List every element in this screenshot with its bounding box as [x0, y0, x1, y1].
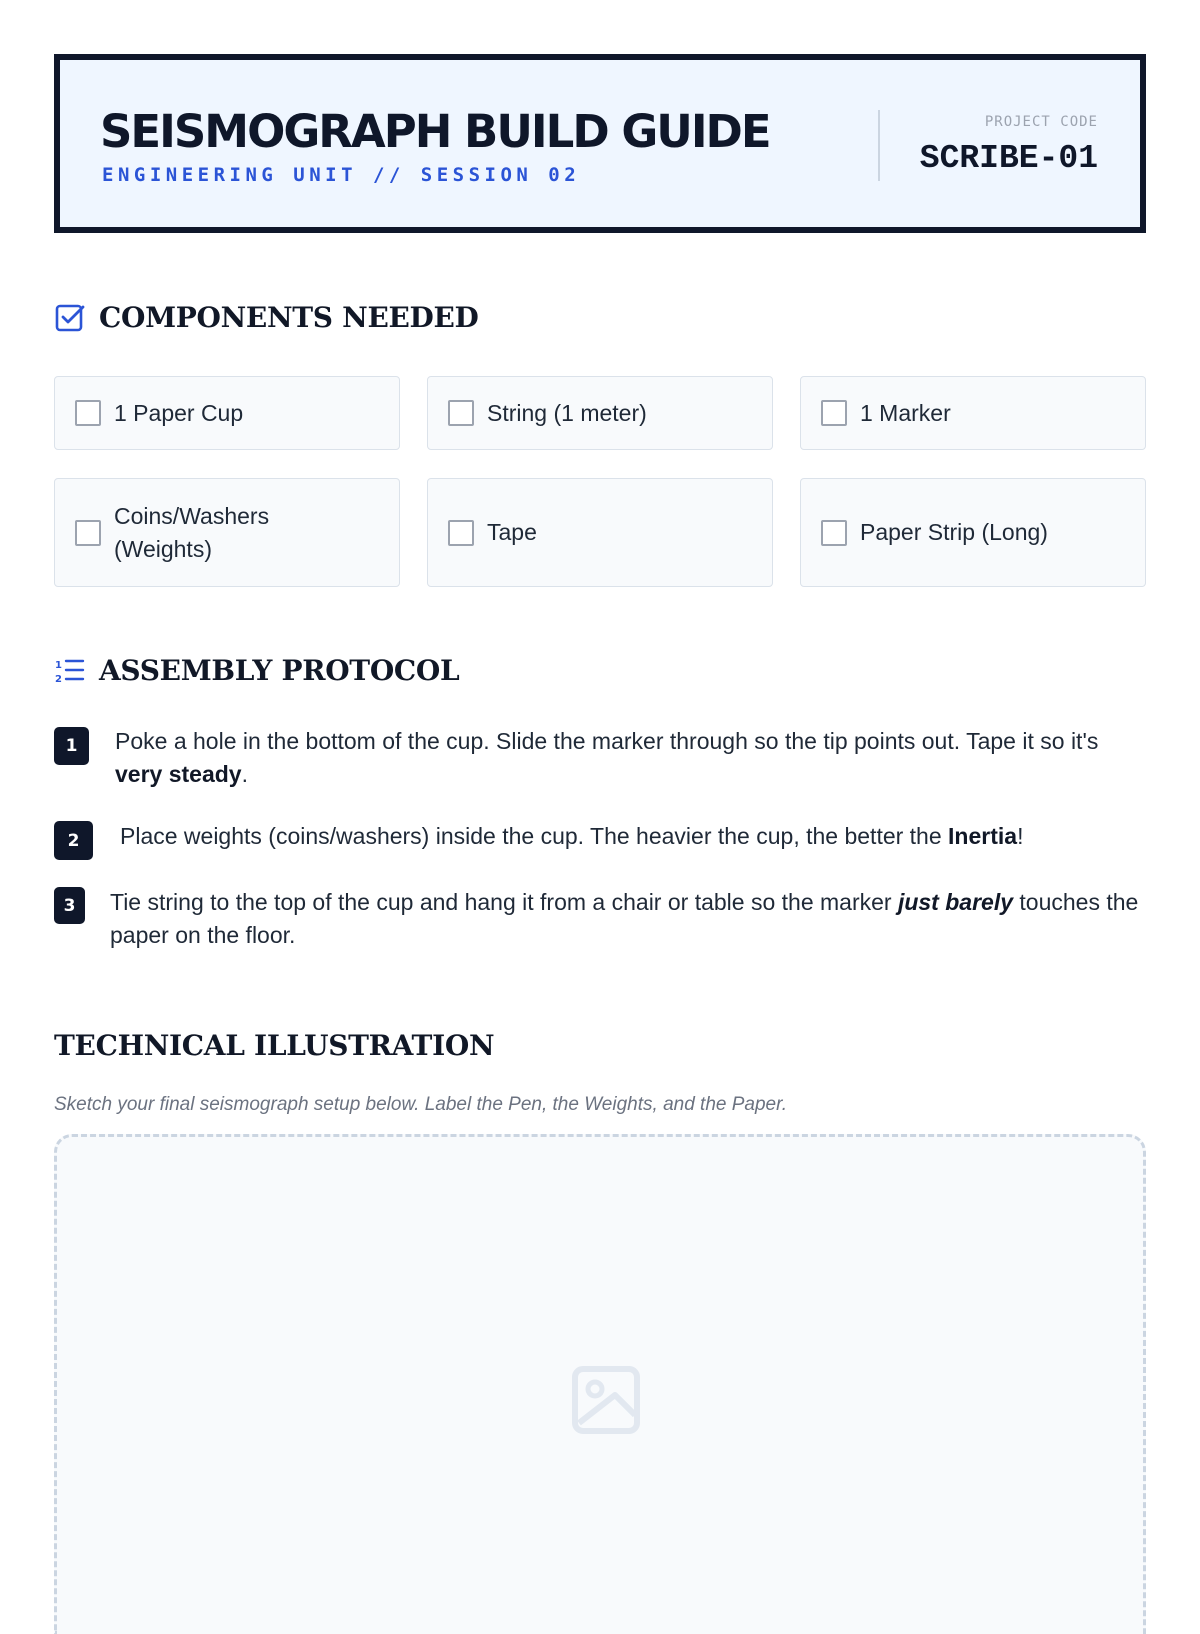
- component-checkbox[interactable]: [448, 520, 474, 546]
- step-text: Tie string to the top of the cup and hang it from a chair or table so the marker just barely touches the paper on the floor.: [110, 889, 1139, 948]
- component-label: 1 Paper Cup: [114, 399, 244, 426]
- components-heading: [54, 301, 479, 334]
- component-card[interactable]: [800, 376, 1146, 450]
- illustration-caption: Sketch your final seismograph setup below. Label the Pen, the Weights, and the Paper.: [54, 1094, 788, 1115]
- component-card[interactable]: [427, 478, 773, 587]
- component-card[interactable]: [427, 376, 773, 450]
- components-title: COMPONENTS NEEDED: [99, 301, 479, 334]
- header-divider: [878, 110, 880, 181]
- checkbox-checked-icon: [54, 302, 86, 334]
- project-code-label: PROJECT CODE: [984, 114, 1098, 130]
- image-icon: [571, 1365, 641, 1435]
- component-checkbox[interactable]: [448, 400, 474, 426]
- component-card[interactable]: [800, 478, 1146, 587]
- page-subtitle: ENGINEERING UNIT // SESSION 02: [102, 164, 581, 186]
- component-checkbox[interactable]: [821, 400, 847, 426]
- worksheet-page: [54, 54, 1146, 1115]
- numbered-list-icon: [54, 655, 86, 687]
- assembly-step: [54, 821, 1146, 860]
- header-banner: [54, 54, 1146, 233]
- component-label: Paper Strip (Long): [860, 519, 1048, 545]
- assembly-step: [54, 887, 1146, 952]
- component-label: Coins/Washers (Weights): [114, 502, 270, 562]
- component-label: 1 Marker: [860, 399, 951, 426]
- step-text: Place weights (coins/washers) inside the cup. The heavier the cup, the better the Inertia!: [120, 823, 1024, 849]
- page-title: SEISMOGRAPH BUILD GUIDE: [100, 105, 770, 158]
- sketch-area[interactable]: [54, 1134, 1146, 1634]
- component-checkbox[interactable]: [75, 400, 101, 426]
- step-number-badge: 1: [54, 727, 89, 765]
- assembly-heading: [54, 654, 459, 687]
- svg-text:2: 2: [55, 673, 62, 685]
- component-card[interactable]: [54, 376, 400, 450]
- component-checkbox[interactable]: [75, 520, 101, 546]
- component-checkbox[interactable]: [821, 520, 847, 546]
- svg-text:1: 1: [55, 659, 62, 671]
- assembly-step: [54, 727, 1146, 791]
- step-number-badge: 3: [54, 887, 85, 924]
- step-text: Poke a hole in the bottom of the cup. Slide the marker through so the tip points out. Tape it so it's very steady.: [115, 728, 1099, 787]
- component-label: String (1 meter): [487, 399, 647, 426]
- component-card[interactable]: [54, 478, 400, 587]
- component-label: Tape: [487, 519, 537, 545]
- illustration-title: TECHNICAL ILLUSTRATION: [54, 1029, 495, 1062]
- project-code-value: SCRIBE-01: [919, 140, 1098, 177]
- step-number-badge: 2: [54, 821, 93, 860]
- assembly-title: ASSEMBLY PROTOCOL: [99, 654, 460, 687]
